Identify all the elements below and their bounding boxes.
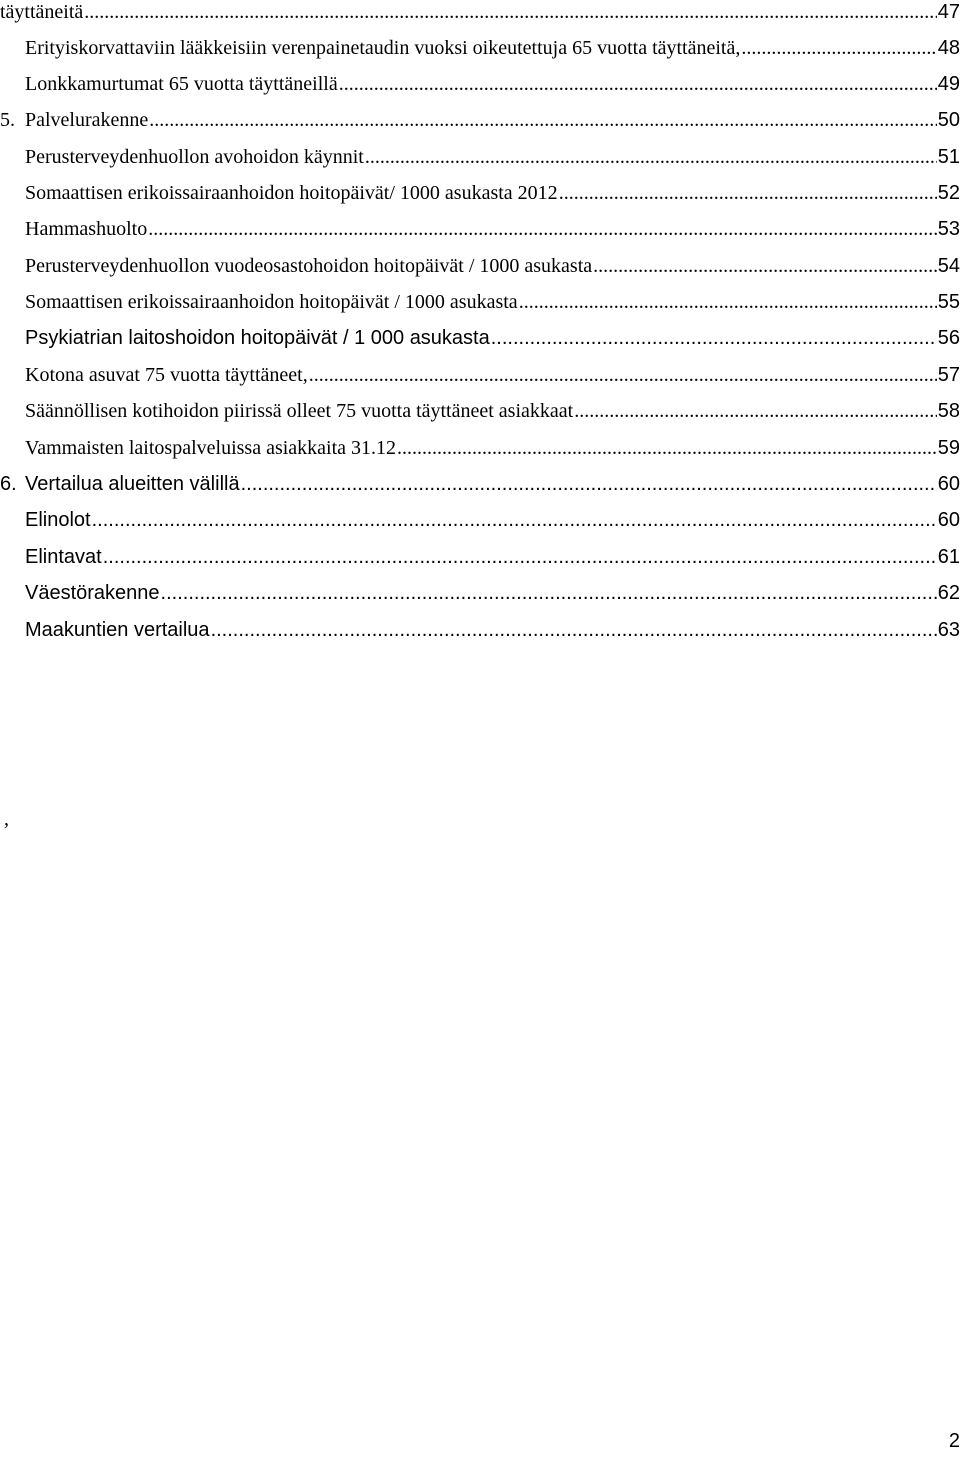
toc-entry[interactable] — [0, 466, 960, 496]
toc-entry-title: Elinolot — [25, 509, 91, 531]
toc-entry[interactable] — [0, 175, 960, 205]
toc-leader-dots — [309, 364, 937, 387]
page-number: 2 — [948, 1430, 960, 1452]
toc-entry-title: Perusterveydenhuollon avohoidon käynnit — [25, 146, 364, 168]
toc-page-number: 53 — [937, 218, 960, 240]
toc-leader-dots — [574, 400, 937, 423]
toc-section-number: 5. — [0, 109, 15, 131]
toc-leader-dots — [593, 255, 937, 278]
toc-leader-dots — [148, 218, 937, 241]
toc-entry[interactable] — [0, 575, 960, 605]
toc-entry[interactable] — [0, 430, 960, 460]
toc-page-number: 52 — [937, 182, 960, 204]
toc-page-number: 50 — [937, 109, 960, 131]
toc-entry-title: Somaattisen erikoissairaanhoidon hoitopäivät/ 1000 asukasta 2012 — [25, 182, 558, 204]
toc-leader-dots — [519, 291, 937, 314]
toc-entry[interactable] — [0, 66, 960, 96]
toc-section-number: 6. — [0, 473, 17, 495]
toc-entry[interactable] — [0, 30, 960, 60]
toc-leader-dots — [339, 73, 937, 96]
toc-entry-title: Säännöllisen kotihoidon piirissä olleet 75 vuotta täyttäneet asiakkaat — [25, 400, 574, 422]
toc-leader-dots — [741, 37, 936, 60]
toc-leader-dots — [103, 546, 937, 569]
toc-page-number: 51 — [937, 146, 960, 168]
toc-leader-dots — [92, 509, 937, 532]
toc-leader-dots — [84, 1, 936, 24]
toc-page-number: 47 — [937, 1, 960, 23]
toc-entry[interactable] — [0, 139, 960, 169]
toc-entry-title: Somaattisen erikoissairaanhoidon hoitopäivät / 1000 asukasta — [25, 291, 518, 313]
toc-entry[interactable] — [0, 539, 960, 569]
toc-entry[interactable] — [0, 502, 960, 532]
toc-entry-title: täyttäneitä — [0, 1, 84, 23]
toc-entry[interactable] — [0, 357, 960, 387]
toc-leader-dots — [397, 437, 937, 460]
toc-entry-title: Psykiatrian laitoshoidon hoitopäivät / 1 000 asukasta — [25, 327, 490, 349]
toc-page-number: 59 — [937, 437, 960, 459]
toc-entry-title: Erityiskorvattaviin lääkkeisiin verenpainetaudin vuoksi oikeutettuja 65 vuotta täyttäneitä, — [25, 37, 741, 59]
toc-page-number: 49 — [937, 73, 960, 95]
toc-entry-title: Vertailua alueitten välillä — [25, 473, 240, 495]
toc-entry[interactable] — [0, 320, 960, 350]
toc-page-number: 54 — [937, 255, 960, 277]
toc-entry-title: Palvelurakenne — [25, 109, 149, 131]
toc-entry[interactable] — [0, 248, 960, 278]
toc-entry-title: Hammashuolto — [25, 218, 148, 240]
toc-leader-dots — [161, 582, 937, 605]
toc-entry[interactable] — [0, 0, 960, 24]
toc-page-number: 61 — [937, 546, 960, 568]
toc-page-number: 60 — [937, 473, 960, 495]
toc-leader-dots — [241, 473, 937, 496]
toc-page-number: 63 — [937, 619, 960, 641]
toc-entry[interactable] — [0, 284, 960, 314]
toc-entry-title: Perusterveydenhuollon vuodeosastohoidon hoitopäivät / 1000 asukasta — [25, 255, 593, 277]
toc-page-number: 60 — [937, 509, 960, 531]
toc-page-number: 58 — [937, 400, 960, 422]
toc-leader-dots — [149, 109, 936, 132]
toc-entry-title: Elintavat — [25, 546, 102, 568]
toc-page-number: 48 — [937, 37, 960, 59]
toc-page-number: 55 — [937, 291, 960, 313]
toc-entry[interactable] — [0, 211, 960, 241]
toc-entry-title: Kotona asuvat 75 vuotta täyttäneet, — [25, 364, 308, 386]
toc-entry-title: Vammaisten laitospalveluissa asiakkaita 31.12 — [25, 437, 397, 459]
toc-entry-title: Väestörakenne — [25, 582, 160, 604]
toc-page-number: 56 — [937, 327, 960, 349]
toc-leader-dots — [491, 327, 937, 350]
toc-leader-dots — [211, 619, 937, 642]
toc-entry[interactable] — [0, 102, 960, 132]
toc-leader-dots — [365, 146, 937, 169]
toc-entry[interactable] — [0, 393, 960, 423]
toc-entry[interactable] — [0, 612, 960, 642]
toc-page-number: 62 — [937, 582, 960, 604]
toc-entry-title: Maakuntien vertailua — [25, 619, 210, 641]
stray-comma: , — [4, 808, 9, 830]
toc-page-number: 57 — [937, 364, 960, 386]
toc-entry-title: Lonkkamurtumat 65 vuotta täyttäneillä — [25, 73, 338, 95]
toc-leader-dots — [559, 182, 937, 205]
